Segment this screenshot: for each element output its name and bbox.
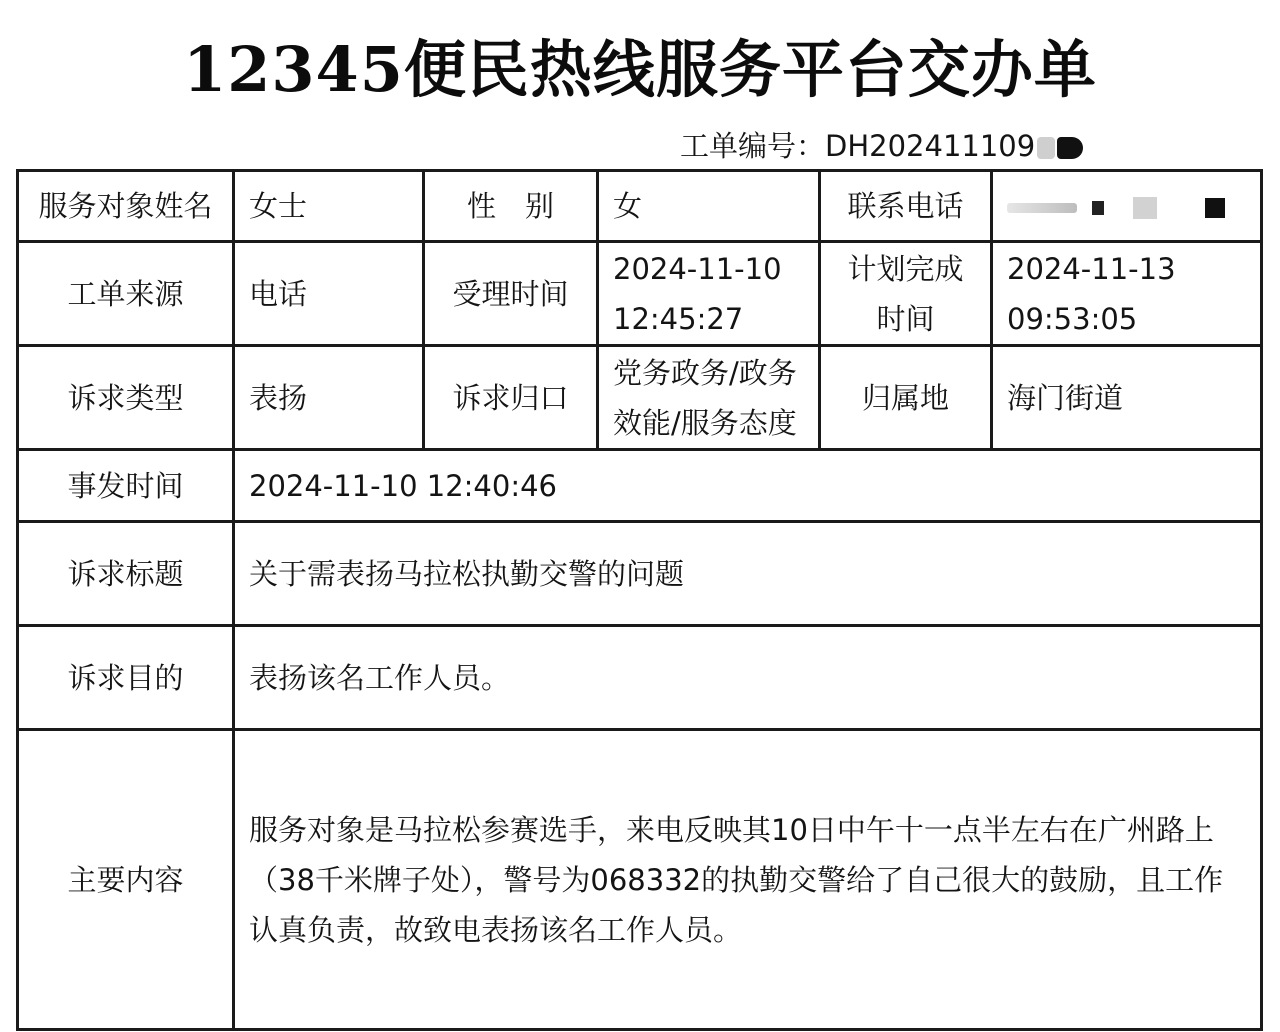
- client-name-label: 服务对象姓名: [18, 171, 234, 242]
- incident-time-label: 事发时间: [18, 450, 234, 522]
- gender-label: 性 别: [424, 171, 598, 242]
- incident-time-value: 2024-11-10 12:40:46: [234, 450, 1262, 522]
- table-row: [18, 171, 1262, 242]
- document-title: 12345便民热线服务平台交办单: [183, 33, 1097, 106]
- request-purpose-value: 表扬该名工作人员。: [234, 626, 1262, 730]
- request-dest-line: 效能/服务态度: [613, 405, 797, 440]
- table-row: [18, 522, 1262, 626]
- request-title-value: 关于需表扬马拉松执勤交警的问题: [234, 522, 1262, 626]
- plan-time-label-line: 时间: [876, 301, 935, 336]
- table-row: [18, 346, 1262, 450]
- redaction-mark: [1057, 137, 1083, 159]
- request-dest-line: 党务政务/政务: [613, 355, 797, 390]
- request-dest-value: [598, 346, 820, 450]
- phone-value-redacted: [992, 171, 1262, 242]
- request-type-value: 表扬: [234, 346, 424, 450]
- accept-time-value: [598, 242, 820, 346]
- redaction-mark: [1092, 201, 1104, 215]
- accept-time-label: 受理时间: [424, 242, 598, 346]
- accept-clock: 12:45:27: [613, 301, 744, 336]
- area-value: 海门街道: [992, 346, 1262, 450]
- redaction-mark: [1007, 203, 1077, 213]
- table-row: [18, 626, 1262, 730]
- plan-time-label-line: 计划完成: [847, 251, 964, 286]
- plan-date: 2024-11-13: [1007, 251, 1176, 286]
- source-label: 工单来源: [18, 242, 234, 346]
- plan-clock: 09:53:05: [1007, 301, 1138, 336]
- plan-time-value: [992, 242, 1262, 346]
- table-row: [18, 450, 1262, 522]
- request-purpose-label: 诉求目的: [18, 626, 234, 730]
- order-number-label: 工单编号：: [680, 129, 826, 163]
- table-row: [18, 242, 1262, 346]
- plan-time-label: [820, 242, 992, 346]
- redaction-mark: [1205, 198, 1225, 218]
- phone-label: 联系电话: [820, 171, 992, 242]
- redaction-mark: [1133, 197, 1157, 219]
- table-row: [18, 730, 1262, 1030]
- redaction-mark: [1037, 137, 1055, 159]
- main-content-label: 主要内容: [18, 730, 234, 1030]
- main-content-value: 服务对象是马拉松参赛选手，来电反映其10日中午十一点半左右在广州路上（38千米牌子处），警号为068332的执勤交警给了自己很大的鼓励，且工作认真负责，故致电表扬该名工作人员。: [234, 730, 1262, 1030]
- service-order-form: [16, 169, 1263, 1031]
- order-number-value: DH2024111​09: [825, 129, 1036, 163]
- request-type-label: 诉求类型: [18, 346, 234, 450]
- gender-value: 女: [598, 171, 820, 242]
- request-dest-label: 诉求归口: [424, 346, 598, 450]
- source-value: 电话: [234, 242, 424, 346]
- order-number: [680, 124, 1083, 168]
- area-label: 归属地: [820, 346, 992, 450]
- client-name-value: 女士: [234, 171, 424, 242]
- accept-date: 2024-11-10: [613, 251, 782, 286]
- request-title-label: 诉求标题: [18, 522, 234, 626]
